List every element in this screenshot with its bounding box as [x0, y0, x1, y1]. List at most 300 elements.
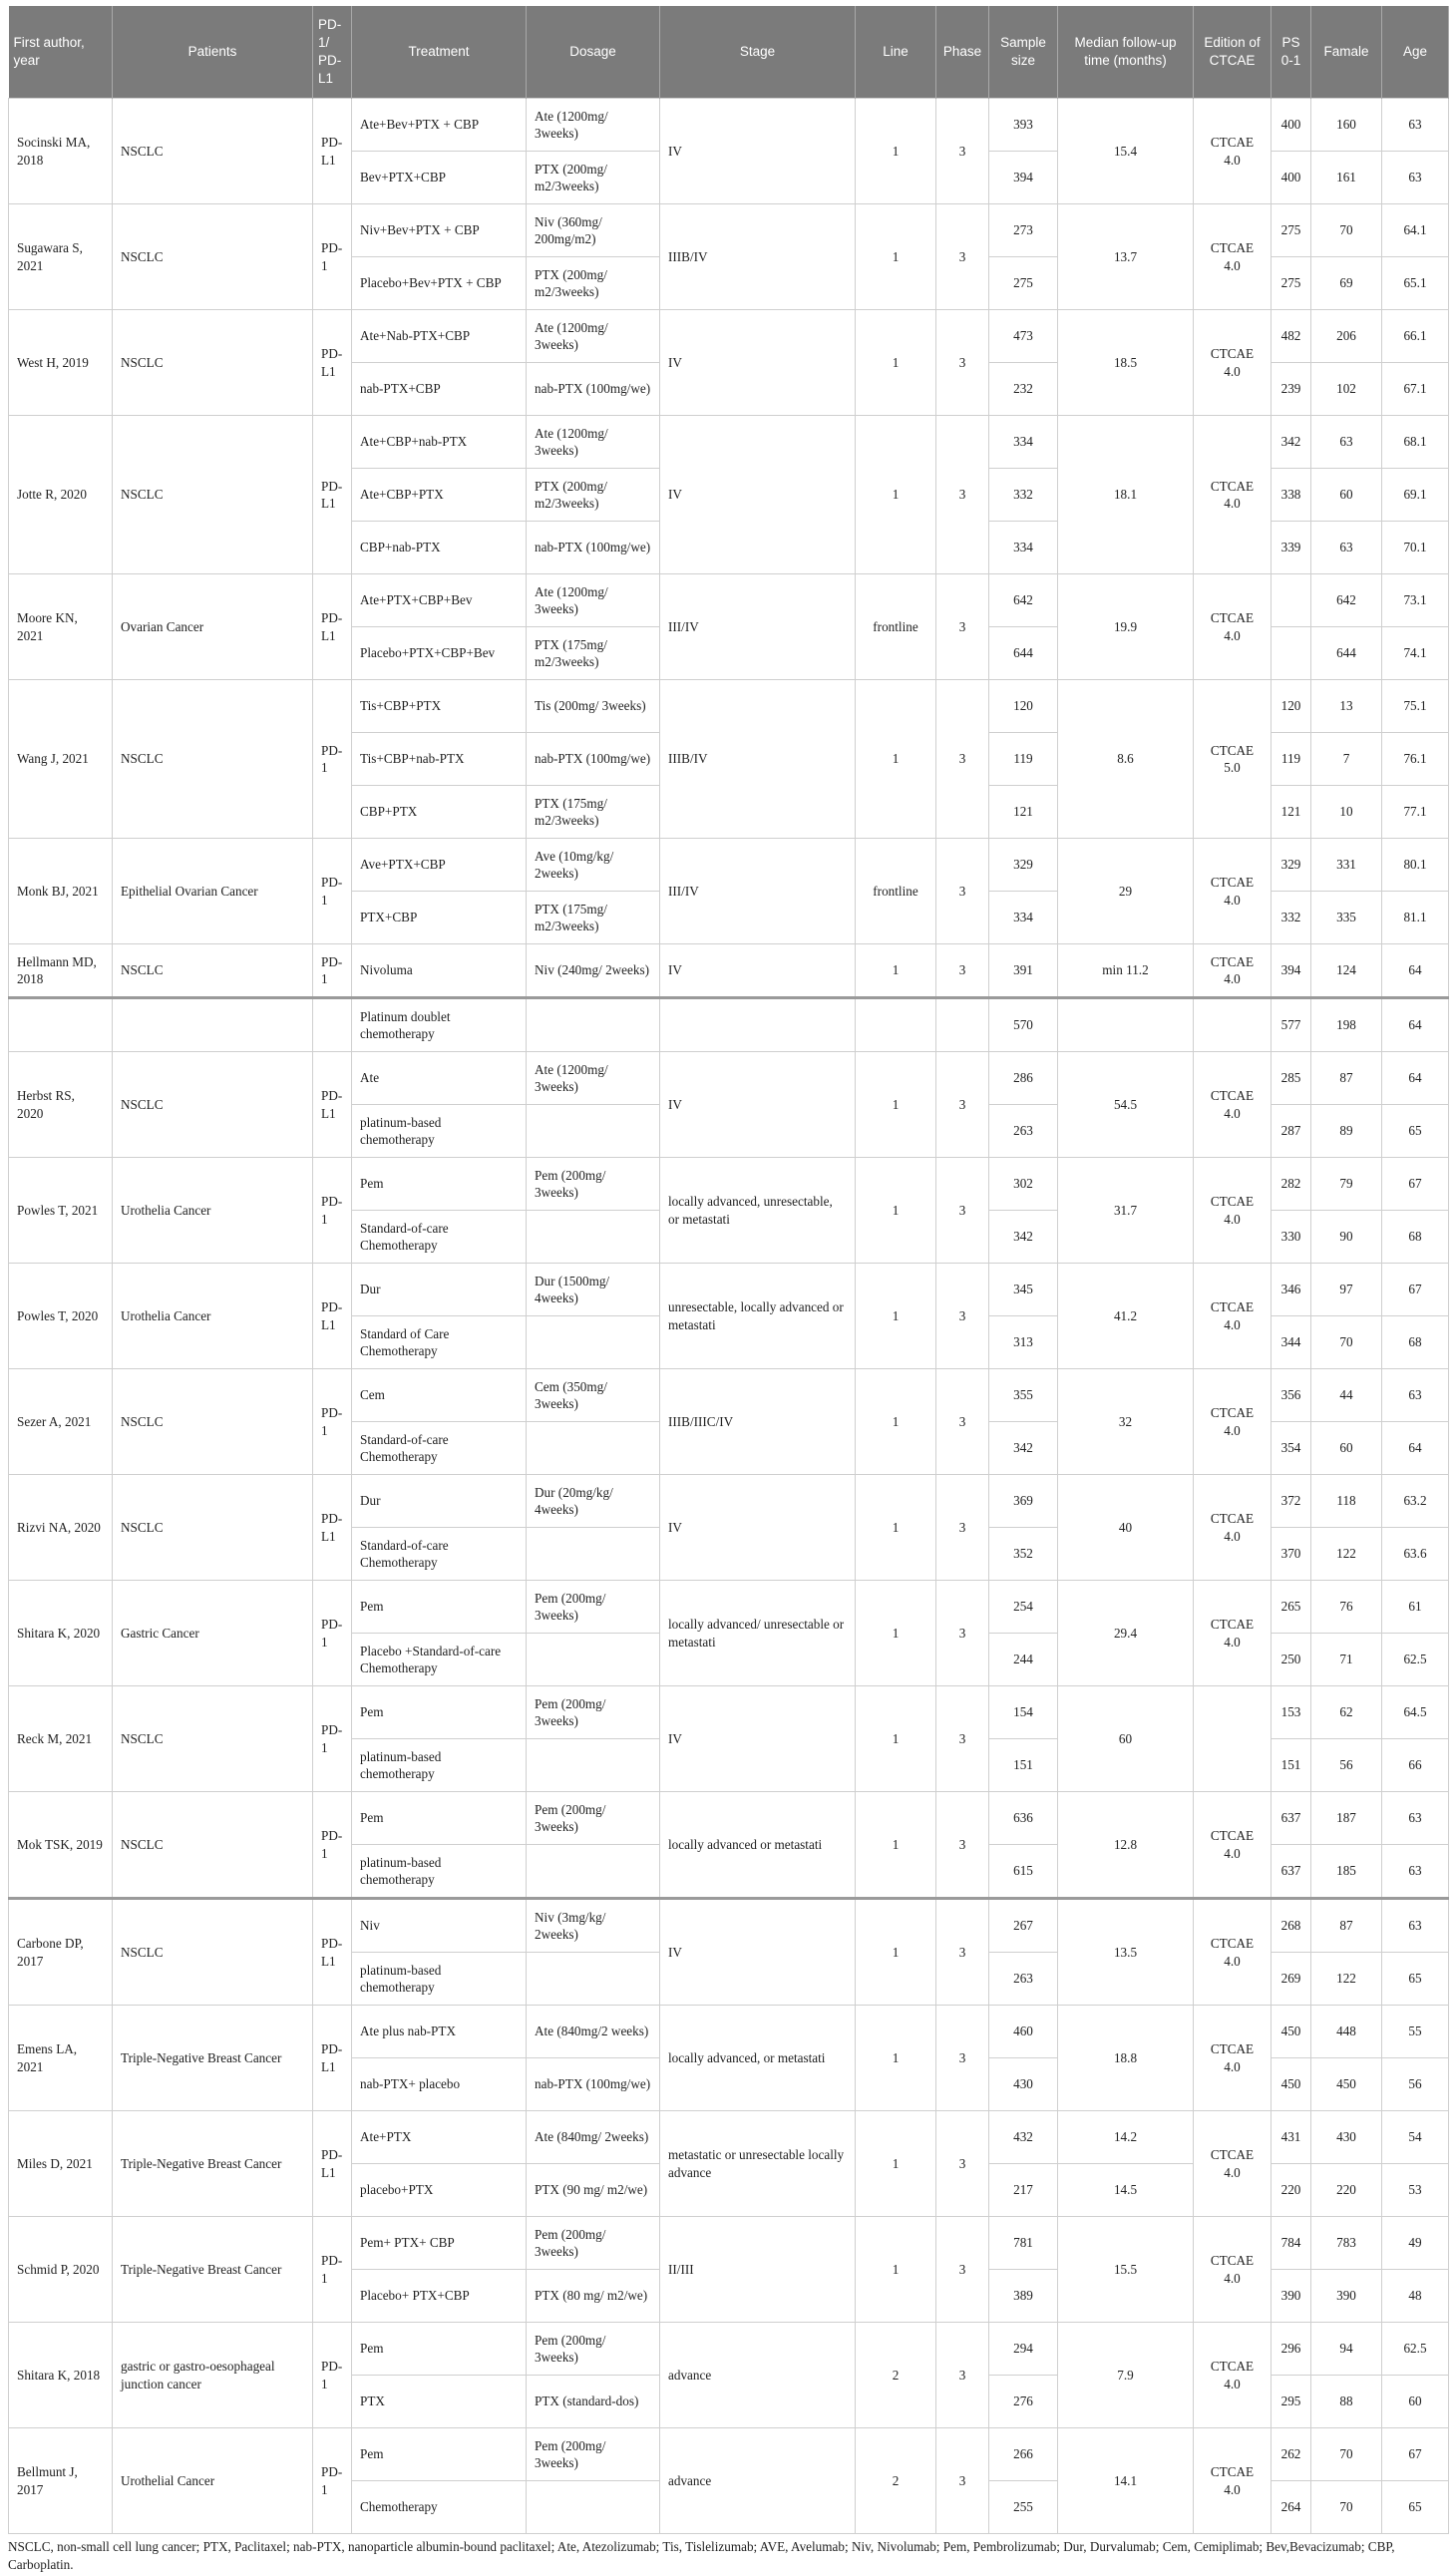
cell-line: 1 — [856, 1158, 936, 1264]
cell-phase: 3 — [936, 1899, 989, 2006]
cell-stage: IV — [660, 1899, 856, 2006]
cell-stage — [660, 998, 856, 1052]
cell-ps: 250 — [1272, 1634, 1311, 1686]
cell-treatment: PTX — [352, 2376, 527, 2428]
cell-followup: 40 — [1058, 1475, 1194, 1581]
cell-stage: locally advanced/ unresectable or metastati — [660, 1581, 856, 1686]
cell-dosage: PTX (175mg/ m2/3weeks) — [527, 892, 660, 944]
cell-stage: IV — [660, 416, 856, 574]
cell-phase: 3 — [936, 99, 989, 204]
table-footnote: NSCLC, non-small cell lung cancer; PTX, Paclitaxel; nab-PTX, nanoparticle albumin-bound paclitaxel; Ate, Atezolizumab; Tis, Tislelizumab; AVE, Avelumab; Niv, Nivolumab; Pem, Pembrolizumab; Dur, Durvalumab; Cem, Cemiplimab; Bev,Bevacizumab; CBP, Carboplatin. — [8, 2539, 1395, 2573]
cell-ps: 356 — [1272, 1369, 1311, 1422]
cell-stage: IV — [660, 1052, 856, 1158]
cell-treatment: nab-PTX+ placebo — [352, 2058, 527, 2111]
cell-dosage — [527, 1845, 660, 1899]
cell-stage: IV — [660, 310, 856, 416]
cell-ps: 400 — [1272, 152, 1311, 204]
cell-age: 64.1 — [1382, 204, 1449, 257]
cell-age: 63 — [1382, 152, 1449, 204]
cell-treatment: Chemotherapy — [352, 2481, 527, 2534]
cell-line: 1 — [856, 99, 936, 204]
cell-author: Powles T, 2020 — [9, 1264, 113, 1369]
cell-ps — [1272, 574, 1311, 627]
cell-age: 68.1 — [1382, 416, 1449, 469]
cell-pd: PD-1 — [313, 680, 352, 839]
cell-followup: 7.9 — [1058, 2323, 1194, 2428]
cell-author: Shitara K, 2020 — [9, 1581, 113, 1686]
cell-sample: 473 — [989, 310, 1058, 363]
cell-treatment: Placebo +Standard-of-care Chemotherapy — [352, 1634, 527, 1686]
cell-patients: Epithelial Ovarian Cancer — [113, 839, 313, 944]
header-phase: Phase — [936, 6, 989, 99]
cell-treatment: Niv — [352, 1899, 527, 1953]
cell-sample: 217 — [989, 2164, 1058, 2217]
cell-phase: 3 — [936, 2006, 989, 2111]
cell-age: 64 — [1382, 1422, 1449, 1475]
cell-stage: unresectable, locally advanced or metastati — [660, 1264, 856, 1369]
cell-age: 76.1 — [1382, 733, 1449, 786]
cell-line: 1 — [856, 680, 936, 839]
cell-ctcae: CTCAE 4.0 — [1194, 1264, 1272, 1369]
cell-sample: 232 — [989, 363, 1058, 416]
table-row — [9, 574, 1449, 627]
header-pd: PD-1/ PD-L1 — [313, 6, 352, 99]
cell-sample: 389 — [989, 2270, 1058, 2323]
cell-patients: NSCLC — [113, 416, 313, 574]
cell-line: frontline — [856, 574, 936, 680]
header-age: Age — [1382, 6, 1449, 99]
cell-patients: NSCLC — [113, 680, 313, 839]
cell-patients: Triple-Negative Breast Cancer — [113, 2006, 313, 2111]
cell-dosage — [527, 1105, 660, 1158]
cell-dosage: nab-PTX (100mg/we) — [527, 2058, 660, 2111]
cell-age: 74.1 — [1382, 627, 1449, 680]
cell-stage: IV — [660, 1475, 856, 1581]
cell-author: Miles D, 2021 — [9, 2111, 113, 2217]
cell-sample: 276 — [989, 2376, 1058, 2428]
cell-ctcae: CTCAE 4.0 — [1194, 1581, 1272, 1686]
cell-dosage: Dur (1500mg/ 4weeks) — [527, 1264, 660, 1316]
cell-line: 1 — [856, 310, 936, 416]
cell-ctcae — [1194, 998, 1272, 1052]
cell-treatment: platinum-based chemotherapy — [352, 1845, 527, 1899]
cell-pd: PD-1 — [313, 944, 352, 998]
cell-age: 63.6 — [1382, 1528, 1449, 1581]
cell-age: 65.1 — [1382, 257, 1449, 310]
cell-dosage: Ave (10mg/kg/ 2weeks) — [527, 839, 660, 892]
cell-age: 68 — [1382, 1316, 1449, 1369]
cell-pd: PD-1 — [313, 1369, 352, 1475]
cell-dosage: PTX (175mg/ m2/3weeks) — [527, 786, 660, 839]
cell-stage: IIIB/IV — [660, 680, 856, 839]
cell-sample: 393 — [989, 99, 1058, 152]
cell-female: 88 — [1311, 2376, 1382, 2428]
cell-stage: locally advanced, or metastati — [660, 2006, 856, 2111]
cell-followup: 13.7 — [1058, 204, 1194, 310]
cell-followup: 32 — [1058, 1369, 1194, 1475]
cell-followup: 31.7 — [1058, 1158, 1194, 1264]
cell-treatment: Ate — [352, 1052, 527, 1105]
cell-line: 1 — [856, 2111, 936, 2217]
cell-female: 69 — [1311, 257, 1382, 310]
cell-sample: 329 — [989, 839, 1058, 892]
cell-author: West H, 2019 — [9, 310, 113, 416]
cell-ps: 330 — [1272, 1211, 1311, 1264]
cell-patients: NSCLC — [113, 1475, 313, 1581]
cell-dosage — [527, 1422, 660, 1475]
cell-phase: 3 — [936, 310, 989, 416]
cell-ps: 577 — [1272, 998, 1311, 1052]
cell-sample: 154 — [989, 1686, 1058, 1739]
cell-treatment: Ate+PTX+CBP+Bev — [352, 574, 527, 627]
cell-ps: 282 — [1272, 1158, 1311, 1211]
cell-treatment: CBP+PTX — [352, 786, 527, 839]
cell-female: 644 — [1311, 627, 1382, 680]
cell-sample: 636 — [989, 1792, 1058, 1845]
cell-age: 66 — [1382, 1739, 1449, 1792]
header-stage: Stage — [660, 6, 856, 99]
cell-ps: 295 — [1272, 2376, 1311, 2428]
cell-author: Schmid P, 2020 — [9, 2217, 113, 2323]
cell-sample: 352 — [989, 1528, 1058, 1581]
cell-sample: 334 — [989, 522, 1058, 574]
cell-line: 1 — [856, 1792, 936, 1899]
table-row — [9, 1899, 1449, 1953]
cell-female: 56 — [1311, 1739, 1382, 1792]
cell-pd: PD-1 — [313, 2323, 352, 2428]
cell-dosage — [527, 1739, 660, 1792]
cell-dosage: PTX (90 mg/ m2/we) — [527, 2164, 660, 2217]
cell-treatment: Pem — [352, 2323, 527, 2376]
cell-phase: 3 — [936, 1475, 989, 1581]
cell-sample: 432 — [989, 2111, 1058, 2164]
cell-pd: PD-1 — [313, 1158, 352, 1264]
cell-ps: 119 — [1272, 733, 1311, 786]
cell-patients: NSCLC — [113, 310, 313, 416]
cell-followup: 29 — [1058, 839, 1194, 944]
cell-pd: PD-1 — [313, 2217, 352, 2323]
cell-female: 71 — [1311, 1634, 1382, 1686]
cell-female: 124 — [1311, 944, 1382, 998]
table-row — [9, 310, 1449, 363]
cell-age: 75.1 — [1382, 680, 1449, 733]
cell-sample: 266 — [989, 2428, 1058, 2481]
cell-treatment: Placebo+ PTX+CBP — [352, 2270, 527, 2323]
cell-dosage: PTX (standard-dos) — [527, 2376, 660, 2428]
cell-stage: IV — [660, 1686, 856, 1792]
cell-age: 63 — [1382, 1845, 1449, 1899]
cell-stage: IIIB/IV — [660, 204, 856, 310]
cell-treatment: Ate plus nab-PTX — [352, 2006, 527, 2058]
cell-phase: 3 — [936, 1264, 989, 1369]
cell-age: 80.1 — [1382, 839, 1449, 892]
table-row — [9, 2217, 1449, 2270]
cell-ctcae: CTCAE 4.0 — [1194, 574, 1272, 680]
table-row — [9, 2111, 1449, 2164]
cell-followup: min 11.2 — [1058, 944, 1194, 998]
table-container — [8, 6, 1448, 2575]
cell-ps: 262 — [1272, 2428, 1311, 2481]
cell-ps: 269 — [1272, 1953, 1311, 2006]
cell-author: Bellmunt J, 2017 — [9, 2428, 113, 2534]
cell-ps: 285 — [1272, 1052, 1311, 1105]
table-body — [9, 99, 1449, 2534]
cell-pd: PD-L1 — [313, 99, 352, 204]
cell-ps: 431 — [1272, 2111, 1311, 2164]
table-row — [9, 99, 1449, 152]
cell-line: 1 — [856, 1686, 936, 1792]
cell-age: 55 — [1382, 2006, 1449, 2058]
cell-pd: PD-1 — [313, 2428, 352, 2534]
cell-ps: 220 — [1272, 2164, 1311, 2217]
cell-ctcae: CTCAE 4.0 — [1194, 2428, 1272, 2534]
cell-dosage — [527, 1528, 660, 1581]
cell-stage: II/III — [660, 2217, 856, 2323]
cell-female: 76 — [1311, 1581, 1382, 1634]
cell-dosage: Ate (1200mg/ 3weeks) — [527, 574, 660, 627]
cell-patients: Urothelia Cancer — [113, 1264, 313, 1369]
cell-age: 81.1 — [1382, 892, 1449, 944]
cell-age: 64 — [1382, 998, 1449, 1052]
cell-dosage: Pem (200mg/ 3weeks) — [527, 1792, 660, 1845]
cell-age: 73.1 — [1382, 574, 1449, 627]
cell-age: 67.1 — [1382, 363, 1449, 416]
cell-female: 220 — [1311, 2164, 1382, 2217]
cell-stage: advance — [660, 2428, 856, 2534]
cell-ps: 287 — [1272, 1105, 1311, 1158]
cell-female: 70 — [1311, 2481, 1382, 2534]
header-sample: Sample size — [989, 6, 1058, 99]
cell-female: 102 — [1311, 363, 1382, 416]
cell-ps: 344 — [1272, 1316, 1311, 1369]
cell-ps: 450 — [1272, 2006, 1311, 2058]
cell-age: 64.5 — [1382, 1686, 1449, 1739]
table-row — [9, 680, 1449, 733]
cell-dosage: Pem (200mg/ 3weeks) — [527, 2428, 660, 2481]
cell-treatment: Nivoluma — [352, 944, 527, 998]
cell-phase: 3 — [936, 204, 989, 310]
cell-ctcae: CTCAE 4.0 — [1194, 1792, 1272, 1899]
cell-female: 79 — [1311, 1158, 1382, 1211]
cell-author: Powles T, 2021 — [9, 1158, 113, 1264]
cell-patients: NSCLC — [113, 99, 313, 204]
cell-ps — [1272, 627, 1311, 680]
cell-line: 2 — [856, 2428, 936, 2534]
cell-patients: Urothelial Cancer — [113, 2428, 313, 2534]
cell-patients: Ovarian Cancer — [113, 574, 313, 680]
cell-female: 161 — [1311, 152, 1382, 204]
cell-stage: IIIB/IIIC/IV — [660, 1369, 856, 1475]
cell-female: 63 — [1311, 522, 1382, 574]
cell-sample: 121 — [989, 786, 1058, 839]
cell-ctcae: CTCAE 4.0 — [1194, 2323, 1272, 2428]
cell-dosage — [527, 1634, 660, 1686]
cell-line: 1 — [856, 2217, 936, 2323]
cell-author: Carbone DP, 2017 — [9, 1899, 113, 2006]
cell-dosage: PTX (80 mg/ m2/we) — [527, 2270, 660, 2323]
cell-age: 63 — [1382, 1369, 1449, 1422]
cell-ctcae: CTCAE 4.0 — [1194, 1369, 1272, 1475]
cell-dosage — [527, 998, 660, 1052]
table-row — [9, 839, 1449, 892]
cell-age: 68 — [1382, 1211, 1449, 1264]
cell-female: 450 — [1311, 2058, 1382, 2111]
cell-dosage — [527, 2481, 660, 2534]
table-row — [9, 1264, 1449, 1316]
cell-patients: NSCLC — [113, 1686, 313, 1792]
cell-treatment: Dur — [352, 1264, 527, 1316]
cell-followup: 15.5 — [1058, 2217, 1194, 2323]
cell-dosage: Niv (240mg/ 2weeks) — [527, 944, 660, 998]
cell-ps: 151 — [1272, 1739, 1311, 1792]
cell-phase: 3 — [936, 1158, 989, 1264]
cell-treatment: Pem — [352, 1792, 527, 1845]
cell-dosage: PTX (200mg/ m2/3weeks) — [527, 469, 660, 522]
cell-line: 1 — [856, 416, 936, 574]
cell-pd: PD-L1 — [313, 310, 352, 416]
cell-female: 331 — [1311, 839, 1382, 892]
cell-treatment: Standard-of-care Chemotherapy — [352, 1528, 527, 1581]
cell-patients: NSCLC — [113, 1369, 313, 1475]
cell-age: 48 — [1382, 2270, 1449, 2323]
cell-ctcae: CTCAE 4.0 — [1194, 204, 1272, 310]
table-row — [9, 1581, 1449, 1634]
cell-phase: 3 — [936, 2323, 989, 2428]
cell-ps: 450 — [1272, 2058, 1311, 2111]
cell-pd: PD-L1 — [313, 1264, 352, 1369]
cell-followup: 18.1 — [1058, 416, 1194, 574]
cell-followup: 54.5 — [1058, 1052, 1194, 1158]
cell-treatment: Cem — [352, 1369, 527, 1422]
cell-ps: 637 — [1272, 1792, 1311, 1845]
study-characteristics-table — [8, 6, 1449, 2534]
cell-female: 89 — [1311, 1105, 1382, 1158]
cell-phase: 3 — [936, 2428, 989, 2534]
cell-phase: 3 — [936, 1792, 989, 1899]
cell-followup: 41.2 — [1058, 1264, 1194, 1369]
cell-author: Monk BJ, 2021 — [9, 839, 113, 944]
table-row — [9, 416, 1449, 469]
cell-sample: 119 — [989, 733, 1058, 786]
cell-ps: 354 — [1272, 1422, 1311, 1475]
cell-age: 62.5 — [1382, 1634, 1449, 1686]
cell-female: 60 — [1311, 469, 1382, 522]
cell-age: 69.1 — [1382, 469, 1449, 522]
cell-followup: 14.5 — [1058, 2164, 1194, 2217]
cell-age: 56 — [1382, 2058, 1449, 2111]
table-header — [9, 6, 1449, 99]
cell-sample: 255 — [989, 2481, 1058, 2534]
cell-ps: 390 — [1272, 2270, 1311, 2323]
cell-sample: 263 — [989, 1105, 1058, 1158]
cell-ps: 264 — [1272, 2481, 1311, 2534]
cell-age: 67 — [1382, 1264, 1449, 1316]
cell-female: 430 — [1311, 2111, 1382, 2164]
cell-dosage: Pem (200mg/ 3weeks) — [527, 1686, 660, 1739]
cell-treatment: placebo+PTX — [352, 2164, 527, 2217]
cell-ctcae: CTCAE 4.0 — [1194, 944, 1272, 998]
cell-stage: IV — [660, 99, 856, 204]
cell-age: 60 — [1382, 2376, 1449, 2428]
cell-sample: 369 — [989, 1475, 1058, 1528]
cell-sample: 334 — [989, 416, 1058, 469]
cell-age: 49 — [1382, 2217, 1449, 2270]
cell-dosage: Pem (200mg/ 3weeks) — [527, 1158, 660, 1211]
cell-dosage: PTX (175mg/ m2/3weeks) — [527, 627, 660, 680]
cell-age: 67 — [1382, 2428, 1449, 2481]
cell-dosage — [527, 1953, 660, 2006]
cell-author: Sezer A, 2021 — [9, 1369, 113, 1475]
cell-pd: PD-1 — [313, 1686, 352, 1792]
table-row — [9, 2428, 1449, 2481]
cell-followup: 18.5 — [1058, 310, 1194, 416]
cell-author: Moore KN, 2021 — [9, 574, 113, 680]
cell-age: 65 — [1382, 2481, 1449, 2534]
cell-treatment: platinum-based chemotherapy — [352, 1105, 527, 1158]
cell-female: 185 — [1311, 1845, 1382, 1899]
cell-female: 97 — [1311, 1264, 1382, 1316]
cell-author: Mok TSK, 2019 — [9, 1792, 113, 1899]
cell-sample: 394 — [989, 152, 1058, 204]
cell-pd: PD-1 — [313, 204, 352, 310]
cell-female: 335 — [1311, 892, 1382, 944]
cell-patients: NSCLC — [113, 1792, 313, 1899]
cell-sample: 267 — [989, 1899, 1058, 1953]
cell-ctcae: CTCAE 4.0 — [1194, 416, 1272, 574]
cell-line: 1 — [856, 1369, 936, 1475]
cell-female: 206 — [1311, 310, 1382, 363]
cell-sample: 313 — [989, 1316, 1058, 1369]
cell-ctcae: CTCAE 4.0 — [1194, 2006, 1272, 2111]
header-patients: Patients — [113, 6, 313, 99]
header-followup: Median follow-up time (months) — [1058, 6, 1194, 99]
cell-female: 90 — [1311, 1211, 1382, 1264]
cell-dosage: Ate (840mg/2 weeks) — [527, 2006, 660, 2058]
cell-age: 61 — [1382, 1581, 1449, 1634]
cell-sample: 273 — [989, 204, 1058, 257]
cell-sample: 644 — [989, 627, 1058, 680]
header-ctcae: Edition of CTCAE — [1194, 6, 1272, 99]
cell-followup: 13.5 — [1058, 1899, 1194, 2006]
cell-female: 122 — [1311, 1528, 1382, 1581]
cell-line: 1 — [856, 1581, 936, 1686]
cell-ps: 637 — [1272, 1845, 1311, 1899]
cell-stage: IV — [660, 944, 856, 998]
cell-phase: 3 — [936, 944, 989, 998]
table-row — [9, 2323, 1449, 2376]
cell-pd: PD-L1 — [313, 1052, 352, 1158]
cell-ps: 329 — [1272, 839, 1311, 892]
cell-dosage: Ate (1200mg/ 3weeks) — [527, 1052, 660, 1105]
cell-age: 64 — [1382, 944, 1449, 998]
cell-ps: 268 — [1272, 1899, 1311, 1953]
cell-dosage: Dur (20mg/kg/ 4weeks) — [527, 1475, 660, 1528]
cell-sample: 391 — [989, 944, 1058, 998]
cell-treatment: Pem — [352, 1686, 527, 1739]
cell-female: 87 — [1311, 1899, 1382, 1953]
cell-phase: 3 — [936, 680, 989, 839]
cell-pd: PD-1 — [313, 839, 352, 944]
cell-sample: 334 — [989, 892, 1058, 944]
cell-treatment: Pem — [352, 2428, 527, 2481]
cell-dosage: Pem (200mg/ 3weeks) — [527, 2323, 660, 2376]
cell-treatment: platinum-based chemotherapy — [352, 1953, 527, 2006]
cell-dosage: Ate (840mg/ 2weeks) — [527, 2111, 660, 2164]
cell-ps: 372 — [1272, 1475, 1311, 1528]
cell-ps: 265 — [1272, 1581, 1311, 1634]
cell-author: Herbst RS, 2020 — [9, 1052, 113, 1158]
cell-sample: 263 — [989, 1953, 1058, 2006]
